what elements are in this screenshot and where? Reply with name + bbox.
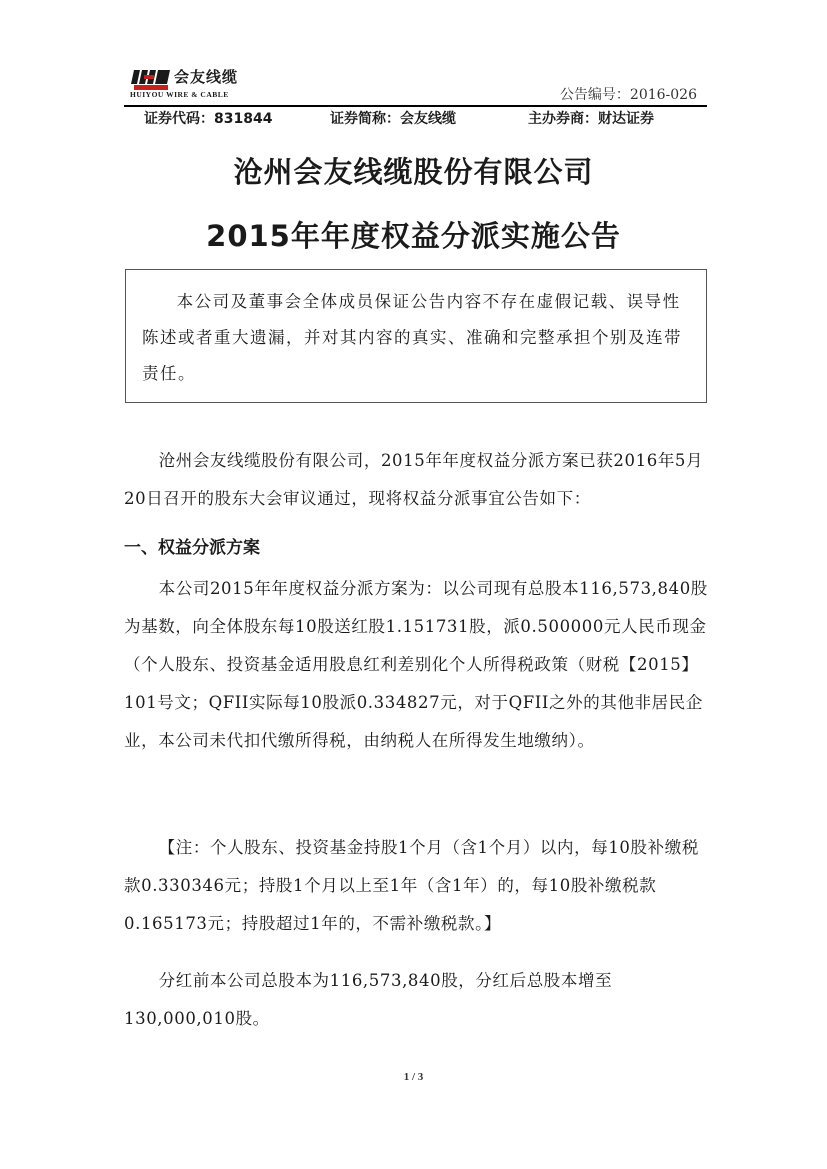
page-header xyxy=(124,62,707,106)
logo-english-name: HUIYOU WIRE & CABLE xyxy=(130,90,229,99)
section-heading: 一、权益分派方案 xyxy=(124,538,260,558)
company-logo xyxy=(130,66,290,100)
announcement-title: 2015年年度权益分派实施公告 xyxy=(206,219,621,253)
intro-paragraph: 沧州会友线缆股份有限公司，2015年年度权益分派方案已获2016年5月20日召开的股东大会审议通过，现将权益分派事宜公告如下： xyxy=(124,451,704,508)
disclaimer-box xyxy=(125,269,707,403)
company-title: 沧州会友线缆股份有限公司 xyxy=(233,155,594,189)
page-number: 1 / 3 xyxy=(403,1071,424,1083)
sponsor-broker: 主办券商：财达证券 xyxy=(528,111,654,127)
document-number: 公告编号：2016-026 xyxy=(559,87,697,103)
header-divider xyxy=(124,105,707,107)
disclaimer-text: 本公司及董事会全体成员保证公告内容不存在虚假记载、误导性陈述或者重大遗漏，并对其内容的真实、准确和完整承担个别及连带责任。 xyxy=(142,292,682,383)
share-capital-paragraph: 分红前本公司总股本为116,573,840股，分红后总股本增至130,000,010股。 xyxy=(124,971,613,1028)
logo-chinese-name: 会友线缆 xyxy=(174,68,239,86)
security-info-row xyxy=(124,108,707,130)
tax-note-paragraph: 【注：个人股东、投资基金持股1个月（含1个月）以内，每10股补缴税款0.330346元；持股1个月以上至1年（含1年）的，每10股补缴税款0.165173元；持股超过1年的，不需补缴税款。】 xyxy=(124,838,699,933)
stock-code: 证券代码：831844 xyxy=(144,111,273,127)
distribution-plan-paragraph: 本公司2015年年度权益分派方案为：以公司现有总股本116,573,840股为基数，向全体股东每10股送红股1.151731股，派0.500000元人民币现金（个人股东、投资基金适用股息红利差别化个人所得税政策（财税【2015】101号文；QFII实际每10股派0.334827元，对于QFII之外的其他非居民企业，本公司未代扣代缴所得税，由纳税人在所得发生地缴纳）。 xyxy=(124,579,708,750)
stock-short-name: 证券简称：会友线缆 xyxy=(330,111,456,127)
